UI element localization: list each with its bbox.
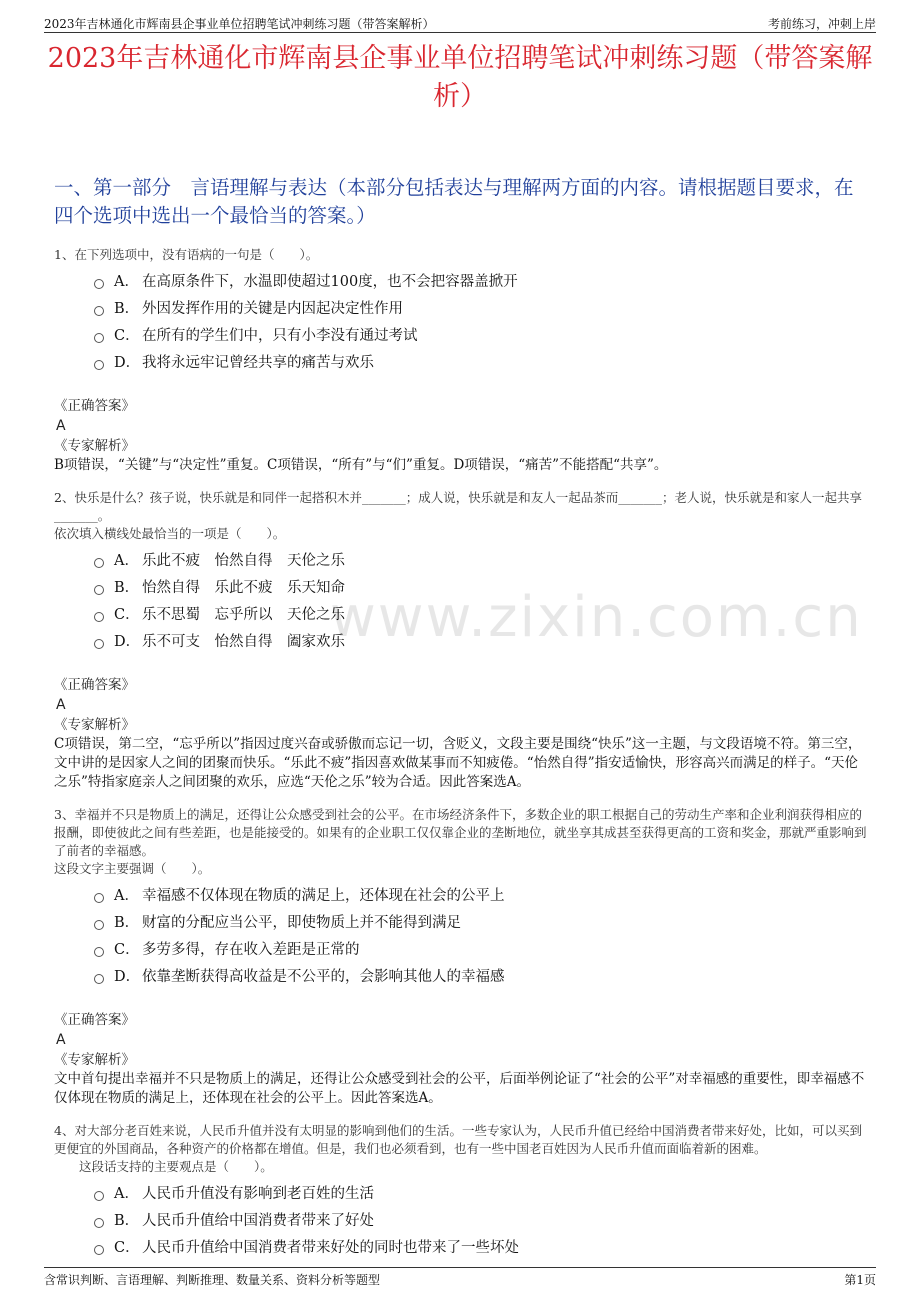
document-title: 2023年吉林通化市辉南县企事业单位招聘笔试冲刺练习题（带答案解析） — [47, 43, 873, 112]
page-number: 第1页 — [844, 1273, 876, 1287]
option-item[interactable] — [54, 963, 870, 990]
radio-icon[interactable] — [94, 612, 104, 622]
question-prompt: 这段文字主要强调（ ）。 — [54, 861, 211, 876]
correct-answer: A — [56, 418, 66, 434]
explanation-text: 文中首句提出幸福并不只是物质上的满足，还得让公众感受到社会的公平，后面举例论证了“社会的公平”对幸福感的重要性，即幸福感不仅体现在物质的满足上，还体现在社会的公平上。因此答案选A。 — [54, 1071, 865, 1106]
option-item[interactable] — [54, 1234, 870, 1261]
radio-icon[interactable] — [94, 360, 104, 370]
option-letter: A． — [114, 552, 139, 569]
option-text: 我将永远牢记曾经共享的痛苦与欢乐 — [142, 354, 374, 371]
header-doc-title: 2023年吉林通化市辉南县企事业单位招聘笔试冲刺练习题（带答案解析） — [44, 17, 435, 31]
question-stem: 1、在下列选项中，没有语病的一句是（ ）。 — [54, 247, 319, 262]
radio-icon[interactable] — [94, 920, 104, 930]
option-text: 怡然自得 乐此不疲 乐天知命 — [142, 579, 345, 596]
option-text: 财富的分配应当公平，即使物质上并不能得到满足 — [142, 914, 461, 931]
option-text: 幸福感不仅体现在物质的满足上，还体现在社会的公平上 — [142, 887, 505, 904]
question-stem: 3、幸福并不只是物质上的满足，还得让公众感受到社会的公平。在市场经济条件下，多数企业的职工根据自己的劳动生产率和企业利润获得相应的报酬，即使彼此之间有些差距，也是能接受的。如果有的企业职工仅仅靠企业的垄断地位，就坐享其成甚至获得更高的工资和奖金，那就严重影响到了前者的幸福感。 — [54, 807, 867, 858]
explanation-label: 《专家解析》 — [54, 438, 135, 454]
option-letter: C． — [114, 606, 140, 623]
question-stem: 4、对大部分老百姓来说，人民币升值并没有太明显的影响到他们的生活。一些专家认为，人民币升值已经给中国消费者带来好处，比如，可以买到更便宜的外国商品，各种资产的价格都在增值。但是，我们也必须看到，也有一些中国老百姓因为人民币升值而面临着新的困难。 — [54, 1123, 862, 1156]
option-text: 乐不思蜀 忘乎所以 天伦之乐 — [142, 606, 345, 623]
radio-icon[interactable] — [94, 279, 104, 289]
option-item[interactable] — [54, 268, 870, 295]
option-text: 乐此不疲 怡然自得 天伦之乐 — [142, 552, 345, 569]
option-item[interactable] — [54, 574, 870, 601]
option-letter: D． — [114, 968, 141, 985]
option-letter: B． — [114, 579, 140, 596]
option-item[interactable] — [54, 601, 870, 628]
option-text: 外因发挥作用的关键是内因起决定性作用 — [142, 300, 403, 317]
option-text: 在所有的学生们中，只有小李没有通过考试 — [142, 327, 418, 344]
correct-answer: A — [56, 1032, 66, 1048]
option-text: 在高原条件下，水温即使超过100度，也不会把容器盖掀开 — [142, 273, 518, 290]
question-block — [54, 489, 870, 792]
question-block — [54, 806, 870, 1108]
option-item[interactable] — [54, 909, 870, 936]
question-block — [54, 1122, 870, 1261]
radio-icon[interactable] — [94, 1245, 104, 1255]
radio-icon[interactable] — [94, 585, 104, 595]
question-stem: 2、快乐是什么？孩子说，快乐就是和同伴一起搭积木并_______；成人说，快乐就是和友人一起品茶而_______；老人说，快乐就是和家人一起共享_______。 — [54, 490, 862, 523]
page-footer — [44, 1267, 876, 1288]
option-letter: C． — [114, 1239, 140, 1256]
correct-answer: A — [56, 697, 66, 713]
option-letter: B． — [114, 1212, 140, 1229]
option-letter: B． — [114, 914, 140, 931]
option-letter: D． — [114, 354, 141, 371]
question-list — [54, 246, 870, 1261]
radio-icon[interactable] — [94, 558, 104, 568]
option-letter: C． — [114, 327, 140, 344]
radio-icon[interactable] — [94, 1218, 104, 1228]
answer-label: 《正确答案》 — [54, 677, 135, 693]
option-letter: D． — [114, 633, 141, 650]
explanation-label: 《专家解析》 — [54, 1052, 135, 1068]
option-letter: B． — [114, 300, 140, 317]
radio-icon[interactable] — [94, 974, 104, 984]
answer-label: 《正确答案》 — [54, 398, 135, 414]
option-item[interactable] — [54, 322, 870, 349]
option-text: 人民币升值给中国消费者带来好处的同时也带来了一些坏处 — [142, 1239, 519, 1256]
option-letter: A． — [114, 887, 139, 904]
explanation-text: C项错误，第二空，“忘乎所以”指因过度兴奋或骄傲而忘记一切，含贬义，文段主要是围绕“快乐”这一主题，与文段语境不符。第三空，文中讲的是因家人之间的团聚而快乐。“乐此不疲”指因喜欢做某事而不知疲倦。“怡然自得”指安适愉快，形容高兴而满足的样子。“天伦之乐”特指家庭亲人之间团聚的欢乐，应选“天伦之乐”较为合适。因此答案选A。 — [54, 736, 862, 790]
option-item[interactable] — [54, 295, 870, 322]
question-prompt: 依次填入横线处最恰当的一项是（ ）。 — [54, 526, 286, 541]
option-item[interactable] — [54, 882, 870, 909]
question-prompt: 这段话支持的主要观点是（ ）。 — [54, 1159, 273, 1174]
option-letter: C． — [114, 941, 140, 958]
option-letter: A． — [114, 1185, 139, 1202]
question-block — [54, 246, 870, 475]
option-item[interactable] — [54, 349, 870, 376]
option-item[interactable] — [54, 1180, 870, 1207]
page-header — [44, 12, 876, 33]
explanation-label: 《专家解析》 — [54, 717, 135, 733]
radio-icon[interactable] — [94, 893, 104, 903]
section-heading: 一、第一部分 言语理解与表达（本部分包括表达与理解两方面的内容。请根据题目要求，在四个选项中选出一个最恰当的答案。） — [54, 176, 854, 227]
option-letter: A． — [114, 273, 139, 290]
watermark: www.zixin.com.cn — [330, 585, 863, 650]
radio-icon[interactable] — [94, 306, 104, 316]
radio-icon[interactable] — [94, 333, 104, 343]
option-item[interactable] — [54, 1207, 870, 1234]
option-item[interactable] — [54, 628, 870, 655]
option-text: 依靠垄断获得高收益是不公平的，会影响其他人的幸福感 — [142, 968, 505, 985]
option-text: 人民币升值给中国消费者带来了好处 — [142, 1212, 374, 1229]
footer-note: 含常识判断、言语理解、判断推理、数量关系、资料分析等题型 — [44, 1273, 381, 1287]
option-text: 多劳多得，存在收入差距是正常的 — [142, 941, 360, 958]
radio-icon[interactable] — [94, 1191, 104, 1201]
option-item[interactable] — [54, 547, 870, 574]
radio-icon[interactable] — [94, 639, 104, 649]
explanation-text: B项错误，“关键”与“决定性”重复。C项错误，“所有”与“们”重复。D项错误，“痛苦”不能搭配“共享”。 — [54, 457, 668, 473]
option-item[interactable] — [54, 936, 870, 963]
radio-icon[interactable] — [94, 947, 104, 957]
header-slogan: 考前练习，冲刺上岸 — [767, 17, 876, 31]
answer-label: 《正确答案》 — [54, 1012, 135, 1028]
option-text: 人民币升值没有影响到老百姓的生活 — [142, 1185, 374, 1202]
option-text: 乐不可支 怡然自得 阖家欢乐 — [142, 633, 345, 650]
